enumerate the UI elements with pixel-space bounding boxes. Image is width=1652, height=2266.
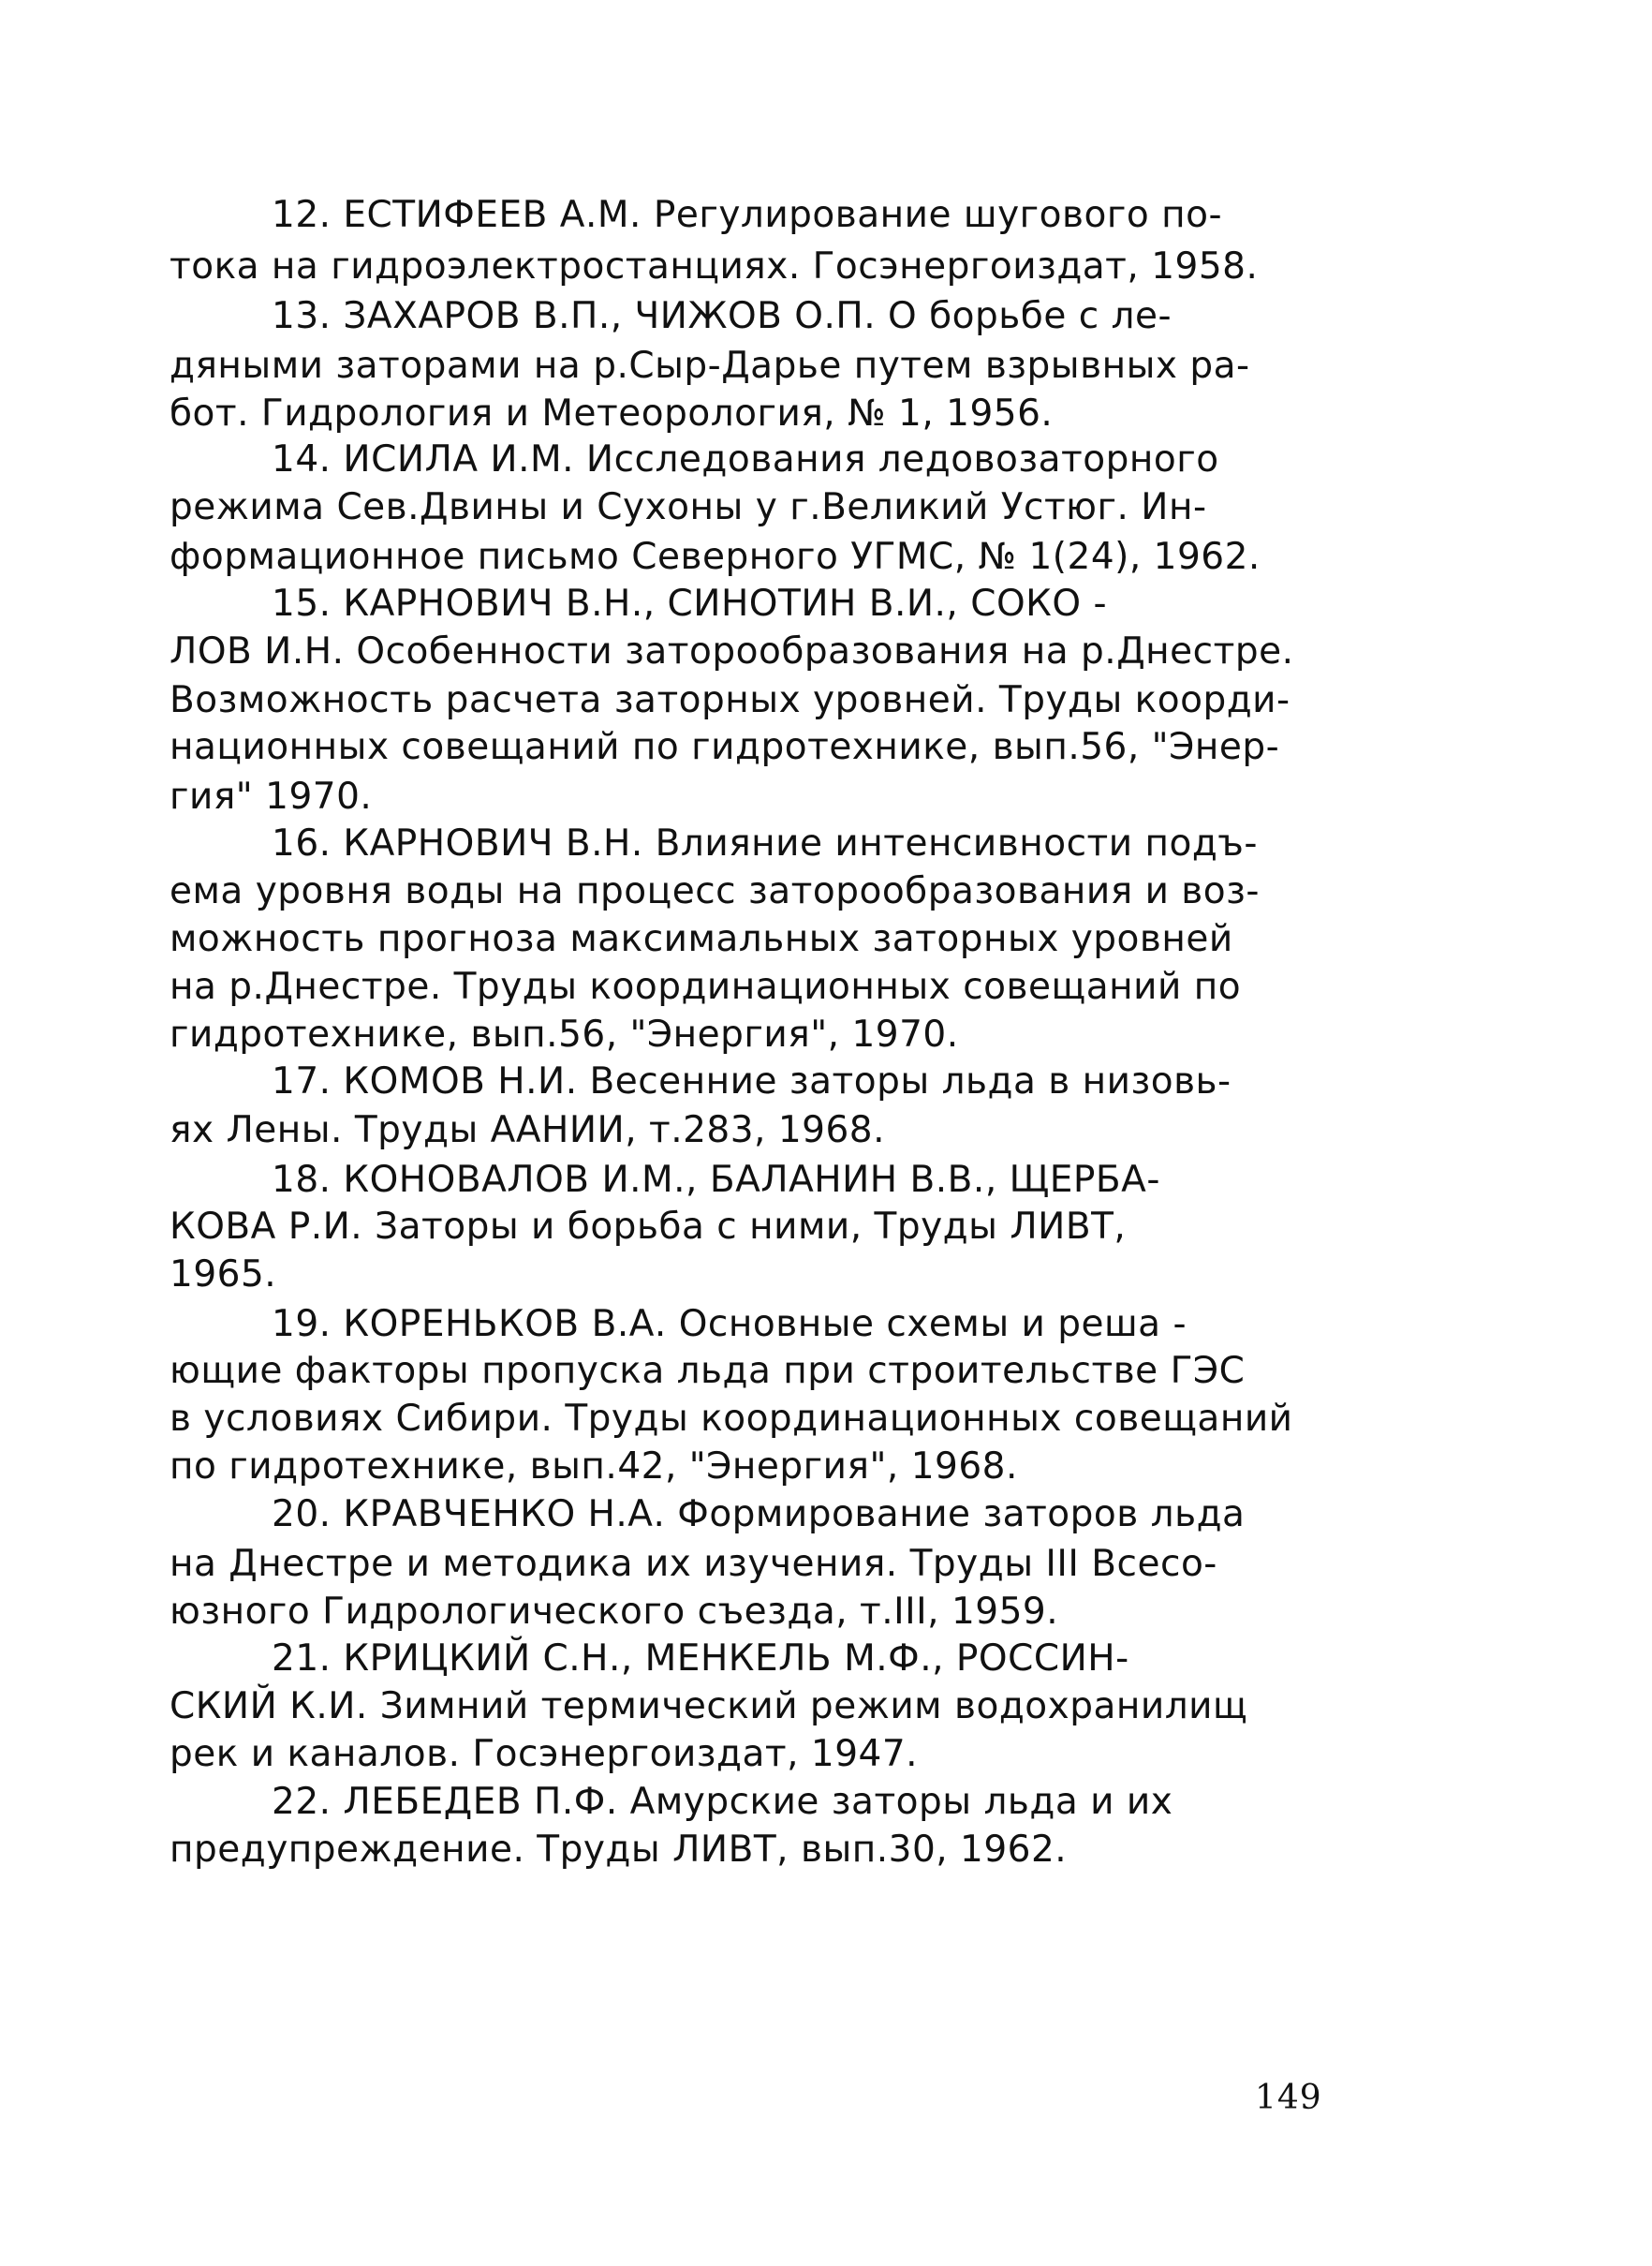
text-line: юзного Гидрологического съезда, т.III, 1959. — [170, 1591, 1059, 1633]
text-line: 18. КОНОВАЛОВ И.М., БАЛАНИН В.В., ЩЕРБА- — [272, 1159, 1160, 1201]
text-line: 16. КАРНОВИЧ В.Н. Влияние интенсивности подъ- — [272, 822, 1258, 865]
text-line: 1965. — [170, 1253, 277, 1296]
text-line: 21. КРИЦКИЙ С.Н., МЕНКЕЛЬ М.Ф., РОССИН- — [272, 1637, 1129, 1680]
text-line: 13. ЗАХАРОВ В.П., ЧИЖОВ О.П. О борьбе с ле- — [272, 295, 1173, 337]
text-line: режима Сев.Двины и Сухоны у г.Великий Устюг. Ин- — [170, 486, 1207, 528]
text-line: 17. КОМОВ Н.И. Весенние заторы льда в низовь- — [272, 1060, 1232, 1103]
text-line: ема уровня воды на процесс заторообразования и воз- — [170, 870, 1260, 912]
text-line: можность прогноза максимальных заторных уровней — [170, 918, 1233, 960]
text-line: рек и каналов. Госэнергоиздат, 1947. — [170, 1733, 919, 1775]
text-line: на р.Днестре. Труды координационных совещаний по — [170, 966, 1242, 1008]
text-line: 20. КРАВЧЕНКО Н.А. Формирование заторов льда — [272, 1493, 1246, 1535]
text-line: формационное письмо Северного УГМС, № 1(24), 1962. — [170, 536, 1261, 578]
text-line: КОВА Р.И. Заторы и борьба с ними, Труды ЛИВТ, — [170, 1206, 1127, 1248]
text-line: Возможность расчета заторных уровней. Труды коорди- — [170, 679, 1291, 721]
text-line: 14. ИСИЛА И.М. Исследования ледовозаторного — [272, 438, 1219, 481]
text-line: в условиях Сибири. Труды координационных совещаний — [170, 1398, 1293, 1440]
text-line: национных совещаний по гидротехнике, вып.56, "Энер- — [170, 726, 1280, 768]
text-line: 12. ЕСТИФЕЕВ А.М. Регулирование шугового по- — [272, 194, 1223, 236]
text-line: 19. КОРЕНЬКОВ В.А. Основные схемы и реша - — [272, 1303, 1187, 1345]
text-line: по гидротехнике, вып.42, "Энергия", 1968. — [170, 1445, 1018, 1488]
text-line: ющие факторы пропуска льда при строительстве ГЭС — [170, 1350, 1246, 1392]
text-line: 15. КАРНОВИЧ В.Н., СИНОТИН В.И., СОКО - — [272, 583, 1108, 625]
text-line: предупреждение. Труды ЛИВТ, вып.30, 1962. — [170, 1829, 1068, 1871]
text-line: на Днестре и методика их изучения. Труды III Всесо- — [170, 1543, 1217, 1585]
text-line: тока на гидроэлектростанциях. Госэнергоиздат, 1958. — [170, 245, 1259, 288]
text-line: 22. ЛЕБЕДЕВ П.Ф. Амурские заторы льда и их — [272, 1781, 1173, 1823]
text-line: ях Лены. Труды ААНИИ, т.283, 1968. — [170, 1109, 885, 1151]
text-line: бот. Гидрология и Метеорология, № 1, 1956. — [170, 392, 1054, 435]
page-number: 149 — [1255, 2079, 1322, 2117]
text-line: дяными заторами на р.Сыр-Дарье путем взрывных ра- — [170, 345, 1250, 387]
text-line: гидротехнике, вып.56, "Энергия", 1970. — [170, 1014, 959, 1056]
text-line: СКИЙ К.И. Зимний термический режим водохранилищ — [170, 1685, 1248, 1727]
text-line: гия" 1970. — [170, 776, 373, 818]
text-line: ЛОВ И.Н. Особенности заторообразования на р.Днестре. — [170, 630, 1294, 673]
